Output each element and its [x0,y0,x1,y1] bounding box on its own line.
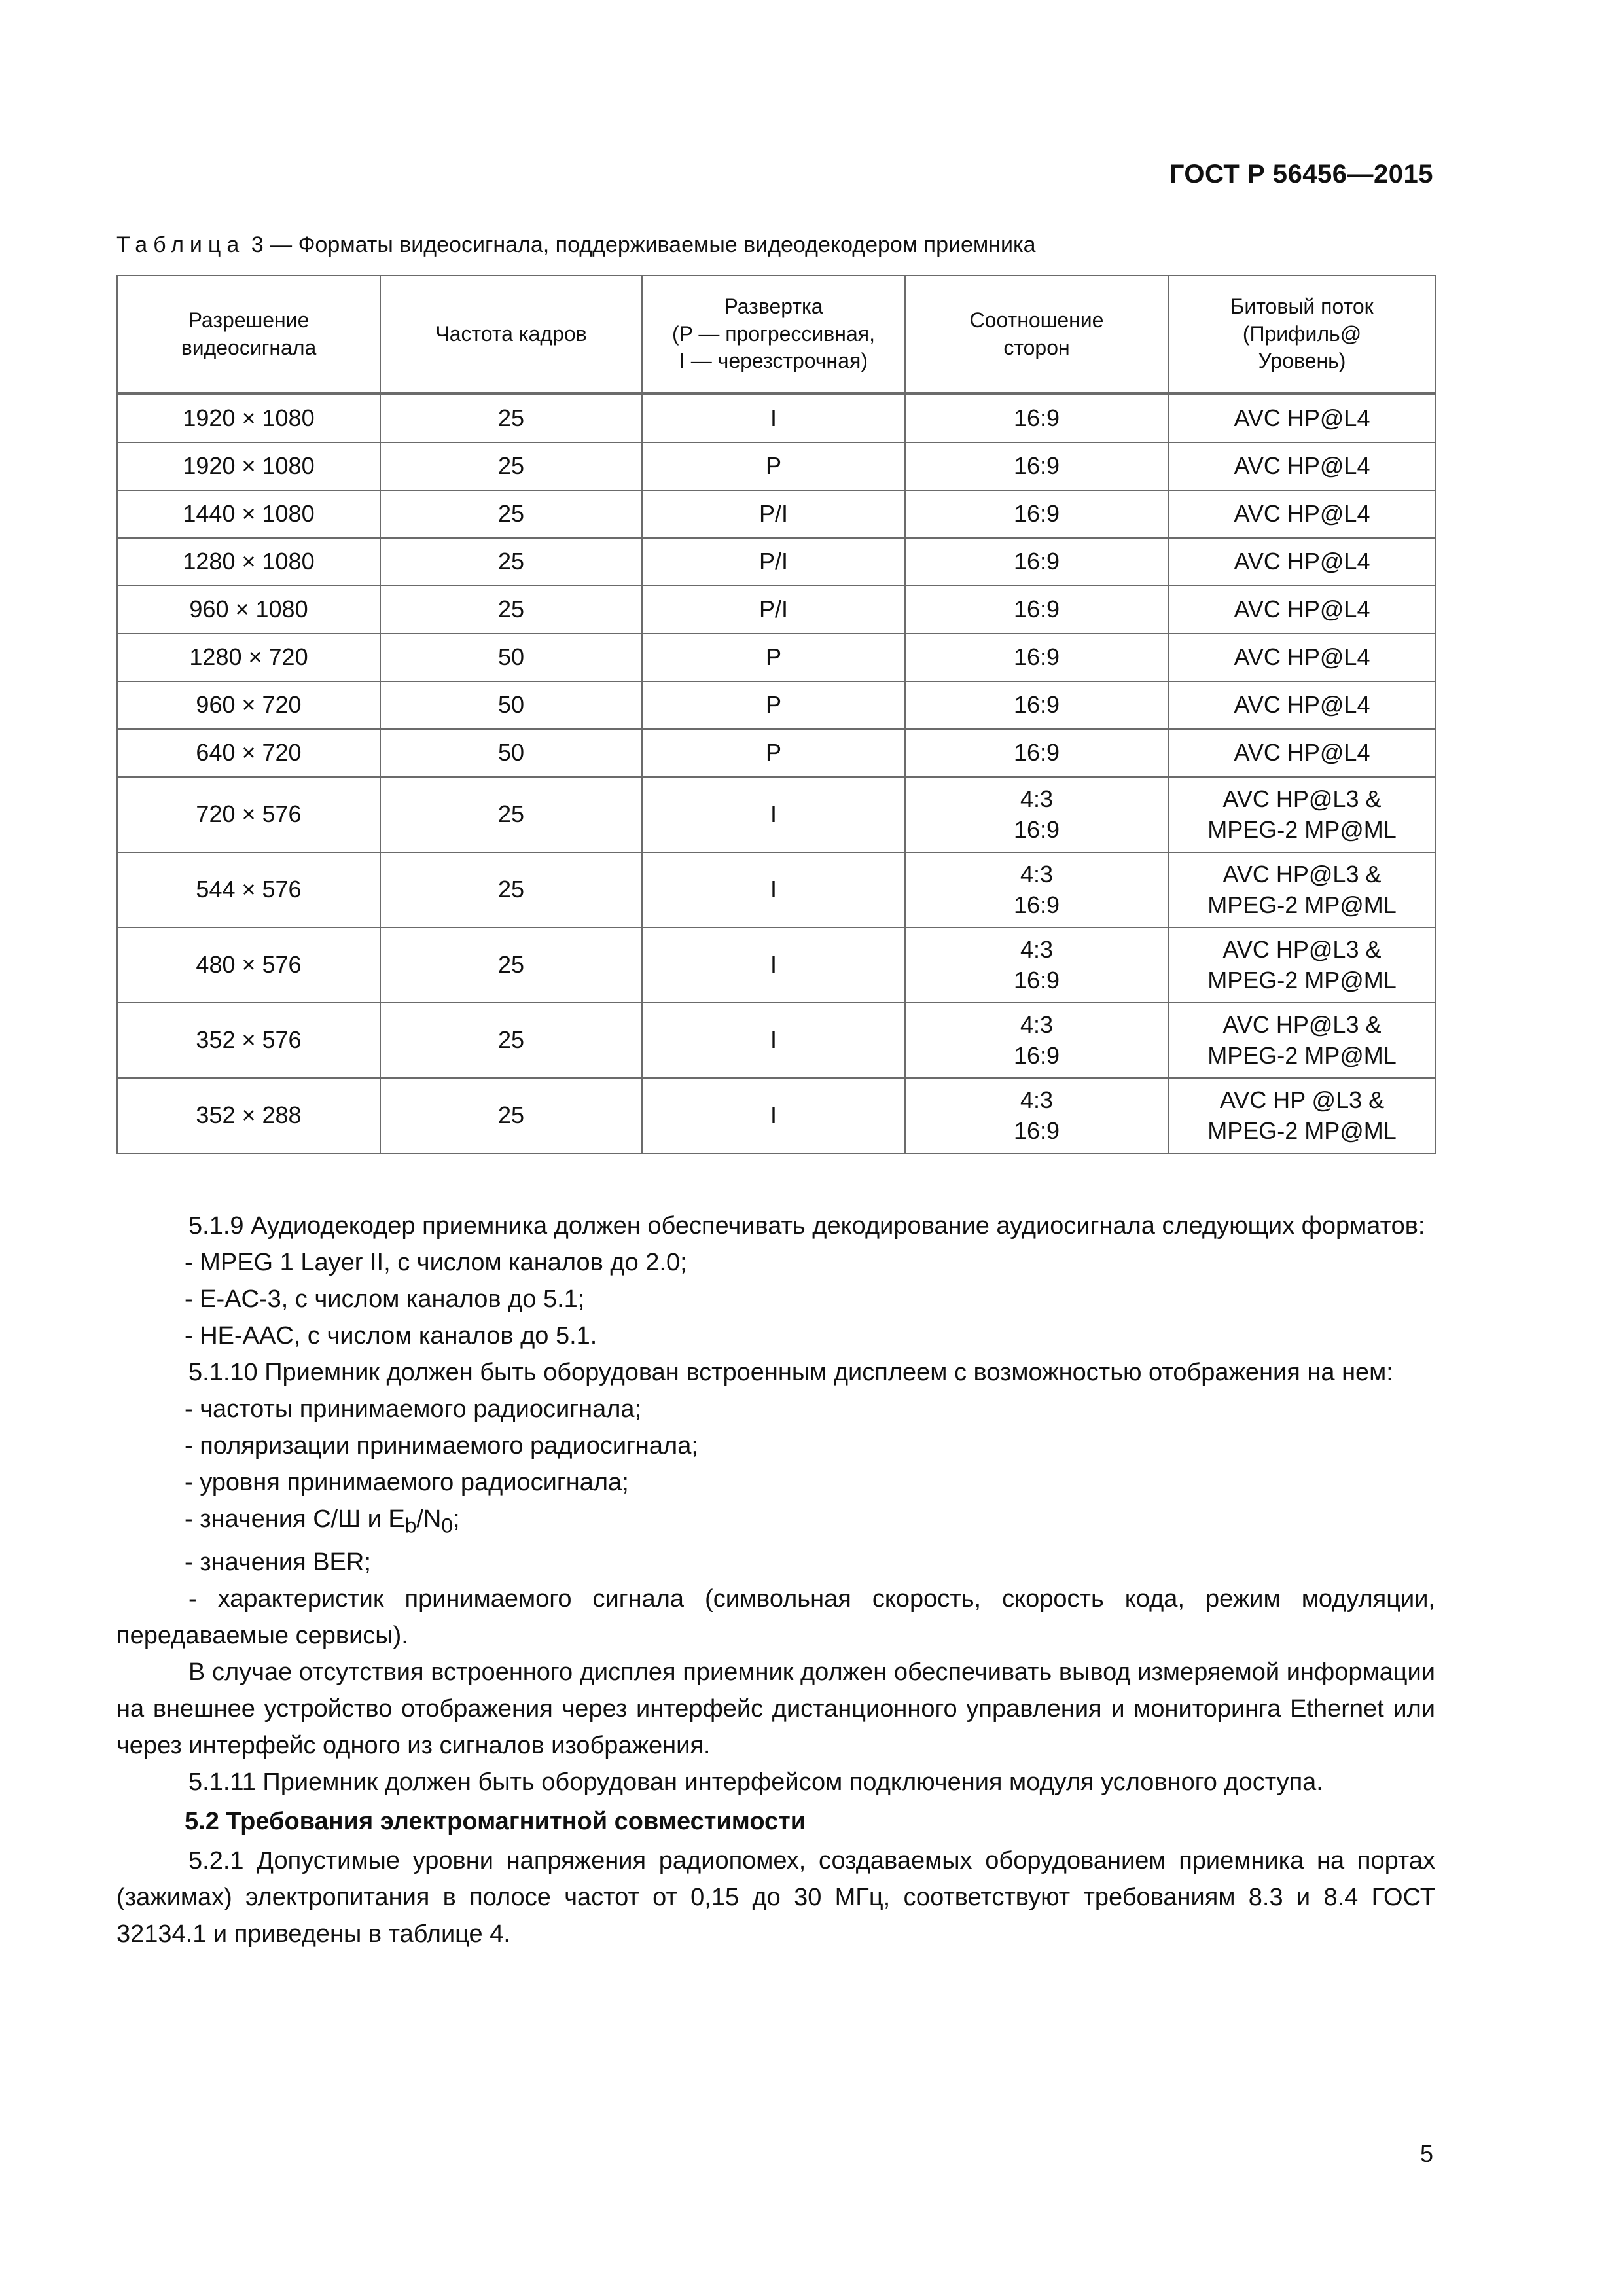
table-row [117,586,1436,634]
cell-scan: I [642,1078,905,1153]
header-aspect-ratio: Соотношение сторон [905,276,1168,394]
cell-scan: I [642,777,905,852]
cell-aspect-ratio: 16:9 [905,681,1168,729]
cell-resolution: 960 × 1080 [117,586,380,634]
table-row [117,1078,1436,1153]
document-code: ГОСТ Р 56456—2015 [1169,160,1433,188]
table-header-row [117,276,1436,394]
header-bitstream: Битовый поток (Прифиль@ Уровень) [1168,276,1436,394]
cell-resolution: 1440 × 1080 [117,490,380,538]
table-row [117,634,1436,681]
cell-aspect-ratio: 4:3 16:9 [905,1003,1168,1078]
cell-scan: P/I [642,490,905,538]
list-item-characteristics: - характеристик принимаемого сигнала (символьная скорость, скорость кода, режим модуляции, передаваемые сервисы). [116,1585,1435,1649]
table-row [117,490,1436,538]
cell-bitstream: AVC HP@L4 [1168,490,1436,538]
cell-frame-rate: 25 [380,852,642,927]
cell-aspect-ratio: 4:3 16:9 [905,777,1168,852]
header-resolution: Разрешение видеосигнала [117,276,380,394]
table-caption [116,232,1036,258]
paragraph-5-1-11: 5.1.11 Приемник должен быть оборудован интерфейсом подключения модуля условного доступа. [188,1768,1323,1796]
cell-aspect-ratio: 16:9 [905,729,1168,777]
cell-frame-rate: 25 [380,927,642,1003]
cell-frame-rate: 25 [380,1003,642,1078]
list-item: - HE-AAC, с числом каналов до 5.1. [185,1322,597,1350]
cell-resolution: 1920 × 1080 [117,442,380,490]
cell-resolution: 1920 × 1080 [117,394,380,443]
cell-frame-rate: 25 [380,538,642,586]
cell-scan: P [642,634,905,681]
cell-aspect-ratio: 16:9 [905,586,1168,634]
list-item: - поляризации принимаемого радиосигнала; [185,1432,698,1460]
table-row [117,777,1436,852]
cell-scan: P/I [642,538,905,586]
cell-resolution: 352 × 576 [117,1003,380,1078]
cell-bitstream: AVC HP@L4 [1168,394,1436,443]
video-formats-table [116,275,1436,1154]
cell-bitstream: AVC HP@L4 [1168,634,1436,681]
table-row [117,927,1436,1003]
table-row [117,1003,1436,1078]
cell-frame-rate: 25 [380,586,642,634]
table-caption-title: — Форматы видеосигнала, поддерживаемые видеодекодером приемника [263,232,1036,257]
cell-scan: P [642,729,905,777]
cell-resolution: 544 × 576 [117,852,380,927]
cell-scan: P/I [642,586,905,634]
cell-scan: P [642,681,905,729]
cell-bitstream: AVC HP@L4 [1168,538,1436,586]
cell-scan: P [642,442,905,490]
cell-frame-rate: 50 [380,681,642,729]
list-item: - значения BER; [185,1548,371,1576]
cell-resolution: 1280 × 1080 [117,538,380,586]
cell-frame-rate: 25 [380,442,642,490]
cell-resolution: 720 × 576 [117,777,380,852]
cell-bitstream: AVC HP@L4 [1168,586,1436,634]
cell-aspect-ratio: 16:9 [905,394,1168,443]
cell-bitstream: AVC HP@L4 [1168,442,1436,490]
cell-aspect-ratio: 4:3 16:9 [905,927,1168,1003]
cell-frame-rate: 50 [380,729,642,777]
cell-bitstream: AVC HP@L4 [1168,729,1436,777]
cell-bitstream: AVC HP @L3 & MPEG-2 MP@ML [1168,1078,1436,1153]
cell-aspect-ratio: 4:3 16:9 [905,852,1168,927]
cell-resolution: 640 × 720 [117,729,380,777]
table-row [117,681,1436,729]
cell-resolution: 352 × 288 [117,1078,380,1153]
cell-aspect-ratio: 16:9 [905,490,1168,538]
cell-resolution: 960 × 720 [117,681,380,729]
list-item: - уровня принимаемого радиосигнала; [185,1469,629,1496]
table-caption-label: Таблица [116,232,245,257]
cell-frame-rate: 25 [380,394,642,443]
table-row [117,394,1436,443]
section-heading-5-2: 5.2 Требования электромагнитной совместимости [185,1807,806,1835]
cell-scan: I [642,852,905,927]
cell-scan: I [642,394,905,443]
table-row [117,852,1436,927]
cell-aspect-ratio: 16:9 [905,634,1168,681]
cell-frame-rate: 50 [380,634,642,681]
cell-aspect-ratio: 16:9 [905,538,1168,586]
cell-aspect-ratio: 16:9 [905,442,1168,490]
table-row [117,442,1436,490]
cell-scan: I [642,1003,905,1078]
page-number: 5 [1419,2140,1433,2167]
table-row [117,729,1436,777]
list-item-snr: - значения С/Ш и $E_b/N_0$; [185,1505,460,1537]
cell-frame-rate: 25 [380,777,642,852]
list-item: - частоты принимаемого радиосигнала; [185,1395,642,1423]
cell-resolution: 480 × 576 [117,927,380,1003]
header-scan: Развертка (P — прогрессивная, I — черезстрочная) [642,276,905,394]
cell-frame-rate: 25 [380,490,642,538]
header-frame-rate: Частота кадров [380,276,642,394]
cell-bitstream: AVC HP@L3 & MPEG-2 MP@ML [1168,852,1436,927]
cell-bitstream: AVC HP@L3 & MPEG-2 MP@ML [1168,927,1436,1003]
cell-bitstream: AVC HP@L3 & MPEG-2 MP@ML [1168,777,1436,852]
paragraph-5-1-9: 5.1.9 Аудиодекодер приемника должен обеспечивать декодирование аудиосигнала следующих форматов: [188,1212,1425,1240]
cell-bitstream: AVC HP@L4 [1168,681,1436,729]
list-item: - E-AC-3, с числом каналов до 5.1; [185,1285,585,1313]
table-row [117,538,1436,586]
cell-aspect-ratio: 4:3 16:9 [905,1078,1168,1153]
cell-scan: I [642,927,905,1003]
cell-bitstream: AVC HP@L3 & MPEG-2 MP@ML [1168,1003,1436,1078]
body-text [116,1208,1435,1952]
paragraph-5-1-10: 5.1.10 Приемник должен быть оборудован встроенным дисплеем с возможностью отображения на нем: [188,1359,1393,1386]
paragraph-no-display: В случае отсутствия встроенного дисплея приемник должен обеспечивать вывод измеряемой информации на внешнее устройство отображения через интерфейс дистанционного управления и мониторинга Ethernet или через интерфейс одного из сигналов изображения. [116,1658,1435,1759]
paragraph-5-2-1: 5.2.1 Допустимые уровни напряжения радиопомех, создаваемых оборудованием приемника на портах (зажимах) электропитания в полосе частот от 0,15 до 30 МГц, соответствуют требованиям 8.3 и 8.4 ГОСТ 32134.1 и приведены в таблице 4. [116,1846,1435,1948]
list-item: - MPEG 1 Layer II, с числом каналов до 2.0; [185,1249,687,1276]
cell-frame-rate: 25 [380,1078,642,1153]
table-caption-number: 3 [251,232,264,257]
cell-resolution: 1280 × 720 [117,634,380,681]
